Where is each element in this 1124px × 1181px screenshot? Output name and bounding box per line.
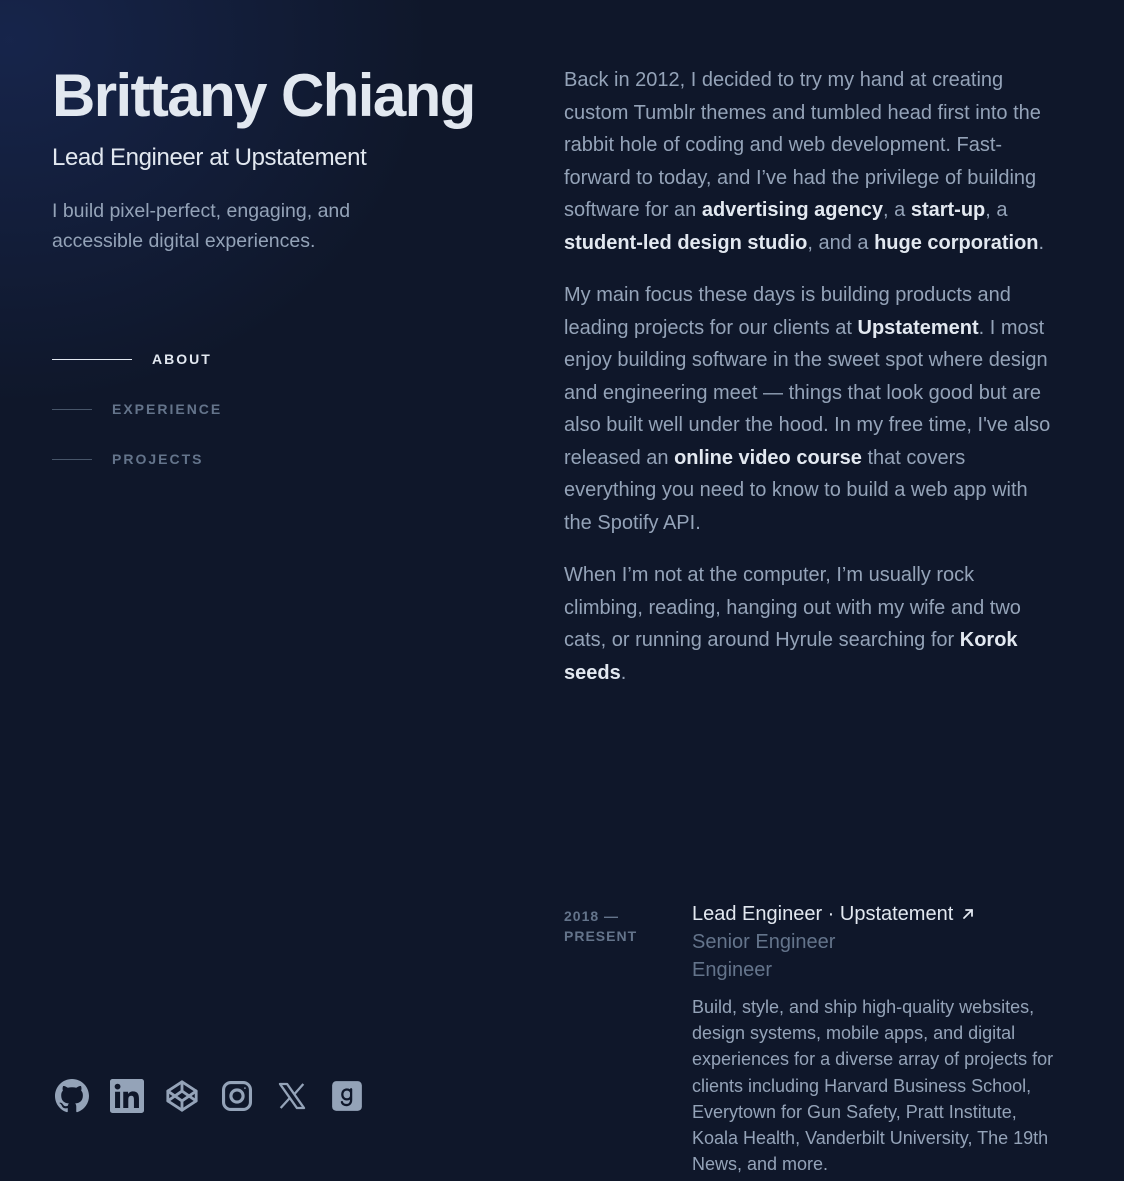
instagram-link[interactable] (219, 1078, 255, 1114)
codepen-link[interactable] (164, 1078, 200, 1114)
experience-title-link[interactable] (692, 900, 1057, 928)
text: When I’m not at the computer, I’m usually rock climbing, reading, hanging out with my wife and two cats, or running around Hyrule searching for (564, 564, 1021, 651)
nav-item-experience[interactable] (52, 394, 222, 424)
job-title: Lead Engineer at Upstatement (52, 144, 367, 171)
goodreads-icon (330, 1079, 364, 1113)
nav-label: EXPERIENCE (112, 401, 223, 417)
github-link[interactable] (54, 1078, 90, 1114)
about-paragraph (564, 64, 1054, 259)
linkedin-icon (110, 1079, 144, 1113)
design-studio-link[interactable]: student-led design studio (564, 231, 808, 254)
start-up-link[interactable]: start-up (910, 199, 986, 221)
nav-indicator-line (52, 459, 92, 460)
text: My main focus these days is building products and leading projects for our clients at (564, 284, 1011, 339)
x-link[interactable] (274, 1078, 310, 1114)
goodreads-link[interactable] (329, 1078, 365, 1114)
text: . I most enjoy building software in the sweet spot where design and engineering meet — things that look good but are also built well under the hood. In my free time, I've also released an (564, 316, 1051, 469)
date-end: PRESENT (564, 928, 638, 944)
page-title: Brittany Chiang (52, 62, 475, 129)
instagram-icon (220, 1079, 254, 1113)
text: Back in 2012, I decided to try my hand at creating custom Tumblr themes and tumbled head first into the rabbit hole of coding and web development. Fast-forward to today, and I’ve had the privilege of building software for an (564, 69, 1041, 221)
advertising-agency-link[interactable]: advertising agency (701, 199, 884, 221)
video-course-link[interactable]: online video course (674, 446, 862, 469)
date-start: 2018 — (564, 908, 620, 924)
about-paragraph (564, 559, 1054, 689)
about-paragraph (564, 279, 1054, 539)
linkedin-link[interactable] (109, 1078, 145, 1114)
nav-indicator-line (52, 359, 132, 360)
korok-seeds-link[interactable]: Korok seeds (564, 629, 1018, 684)
nav-label: ABOUT (152, 351, 212, 367)
section-nav (52, 344, 222, 494)
experience-title: Lead Engineer · Upstatement (692, 903, 954, 925)
text: that covers everything you need to know to build a web app with the Spotify API. (564, 446, 1028, 534)
huge-corporation-link[interactable]: huge corporation (874, 231, 1039, 254)
nav-item-projects[interactable] (52, 444, 222, 474)
previous-title: Engineer (692, 959, 773, 981)
text: . (1038, 231, 1045, 254)
about-section (564, 64, 1054, 709)
experience-description: Build, style, and ship high-quality websites, design systems, mobile apps, and digital experiences for a diverse array of projects for clients including Harvard Business School, Everytown for Gun Safety, Pratt Institute, Koala Health, Vanderbilt University, The 19th News, and more. (692, 997, 1054, 1175)
arrow-up-right-icon (961, 907, 975, 921)
experience-dates (564, 906, 674, 946)
nav-label: PROJECTS (112, 451, 204, 467)
text: , a (883, 199, 911, 221)
text: . (620, 661, 627, 684)
social-links (54, 1078, 384, 1114)
header (52, 60, 522, 256)
github-icon (55, 1079, 89, 1113)
previous-title: Senior Engineer (692, 931, 836, 953)
text: , a (985, 199, 1008, 221)
nav-indicator-line (52, 409, 92, 410)
tagline: I build pixel-perfect, engaging, and accessible digital experiences. (52, 200, 351, 252)
upstatement-link[interactable]: Upstatement (857, 316, 979, 339)
text: , and a (807, 231, 875, 254)
experience-body (692, 900, 1057, 1177)
codepen-icon (165, 1079, 199, 1113)
x-icon (275, 1079, 309, 1113)
nav-item-about[interactable] (52, 344, 222, 374)
